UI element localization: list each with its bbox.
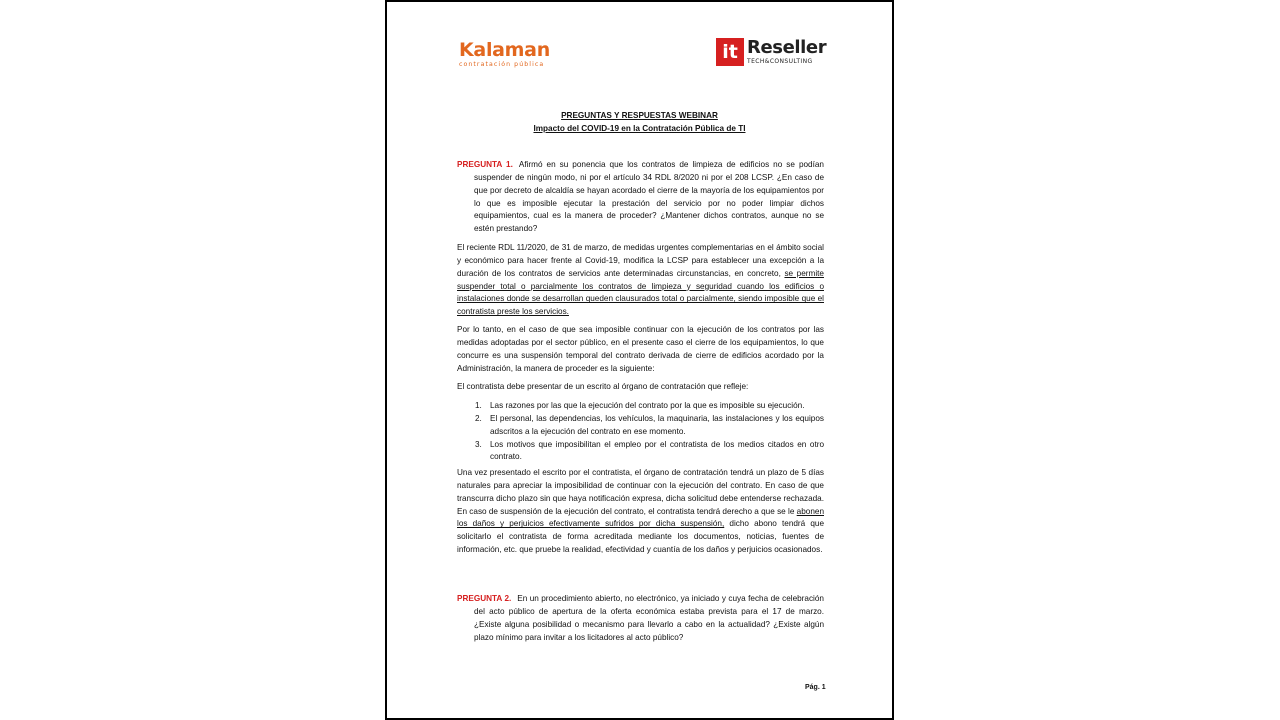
list-item [475,413,824,439]
answer-paragraph-1 [457,242,824,319]
answer-paragraph-4-text: Una vez presentado el escrito por el contratista, el órgano de contratación tendrá un plazo de 5 días naturales para apreciar la imposibilidad de continuar con la ejecución del contrato. En caso de que transcurra dicho plazo sin que haya notificación expresa, dicha solicitud debe entenderse rechazada. En caso de suspensión de la ejecución del contrato, el contratista tendrá derecho a que se le [457,468,824,516]
question-2 [457,593,824,644]
itreseller-logo [716,38,826,66]
answer-paragraph-4-underlined: abonen los daños y perjuicios efectivamente sufridos por dicha suspensión, [457,506,824,529]
document-page [385,0,894,720]
list-item-number: 2. [475,413,482,423]
reseller-logo-text [747,39,826,65]
reseller-logo-subtitle: TECH&CONSULTING [747,58,813,65]
requirements-list [475,400,824,464]
kalaman-logo-subtitle: contratación pública [459,61,545,68]
reseller-logo-name: Reseller [747,37,827,58]
kalaman-logo [459,40,550,68]
kalaman-logo-name: Kalaman [459,39,550,61]
list-item-text: Las razones por las que la ejecución del contrato por la que es imposible su ejecución. [490,401,805,410]
answer-paragraph-4-rest: dicho abono tendrá que solicitarlo el contratista de forma acreditada mediante los documentos, noticias, fuentes de información, etc. que pruebe la realidad, efectividad y cuantía de los daños y perjuicios ocasionados. [457,519,824,555]
list-item-number: 3. [475,439,482,449]
question-2-label: PREGUNTA 2. [457,594,512,603]
list-item-number: 1. [475,401,482,410]
page-number: Pág. 1 [805,684,826,691]
question-1-text: Afirmó en su ponencia que los contratos de limpieza de edificios no se podían suspender de ningún modo, ni por el artículo 34 RDL 8/2020 ni por el 208 LCSP. ¿En caso de que por decreto de alcaldía se hayan acordado el cierre de la mayoría de los equipamientos por lo que es imposible ejecutar la prestación del servicio por no poder limpiar dichos equipamientos, cual es la manera de proceder? ¿Mantener dichos contratos, aunque no se estén prestando? [474,160,824,234]
document-title: PREGUNTAS Y RESPUESTAS WEBINAR [561,111,718,120]
answer-paragraph-3: El contratista debe presentar de un escrito al órgano de contratación que refleje: [457,382,749,391]
document-subtitle: Impacto del COVID-19 en la Contratación Pública de TI [533,124,746,133]
question-1 [457,159,824,236]
answer-paragraph-4 [457,467,824,557]
answer-paragraph-1-text: El reciente RDL 11/2020, de 31 de marzo, de medidas urgentes complementarias en el ámbito social y económico para hacer frente al Covid-19, modifica la LCSP para establecer una excepción a la duración de los contratos de servicios ante determinadas circunstancias, en concreto, [457,243,824,278]
answer-paragraph-1-underlined: se permite suspender total o parcialmente los contratos de limpieza y seguridad cuando los edificios o instalaciones donde se desarrollan queden clausurados total o parcialmente, siendo imposible que el contratista preste los servicios. [457,268,824,317]
it-logo-icon: it [716,38,744,66]
question-2-text: En un procedimiento abierto, no electrónico, ya iniciado y cuya fecha de celebración del acto público de apertura de la oferta económica estaba prevista para el 17 de marzo. ¿Existe alguna posibilidad o mecanismo para llevarlo a cabo en la actualidad? ¿Existe algún plazo mínimo para invitar a los licitadores al acto público? [474,594,824,642]
question-1-label: PREGUNTA 1. [457,160,513,169]
list-item [475,439,824,465]
answer-paragraph-2: Por lo tanto, en el caso de que sea imposible continuar con la ejecución de los contratos por las medidas adoptadas por el sector público, en el presente caso el cierre de los equipamientos, lo que concurre es una suspensión temporal del contrato derivada de cierre de edificios acordado por la Administración, la manera de proceder es la siguiente: [457,325,824,373]
list-item-text: Los motivos que imposibilitan el empleo por el contratista de los medios citados en otro contrato. [490,439,824,462]
list-item [475,400,824,413]
list-item-text: El personal, las dependencias, los vehículos, la maquinaria, las instalaciones y los equipos adscritos a la ejecución del contrato en ese momento. [490,413,824,436]
